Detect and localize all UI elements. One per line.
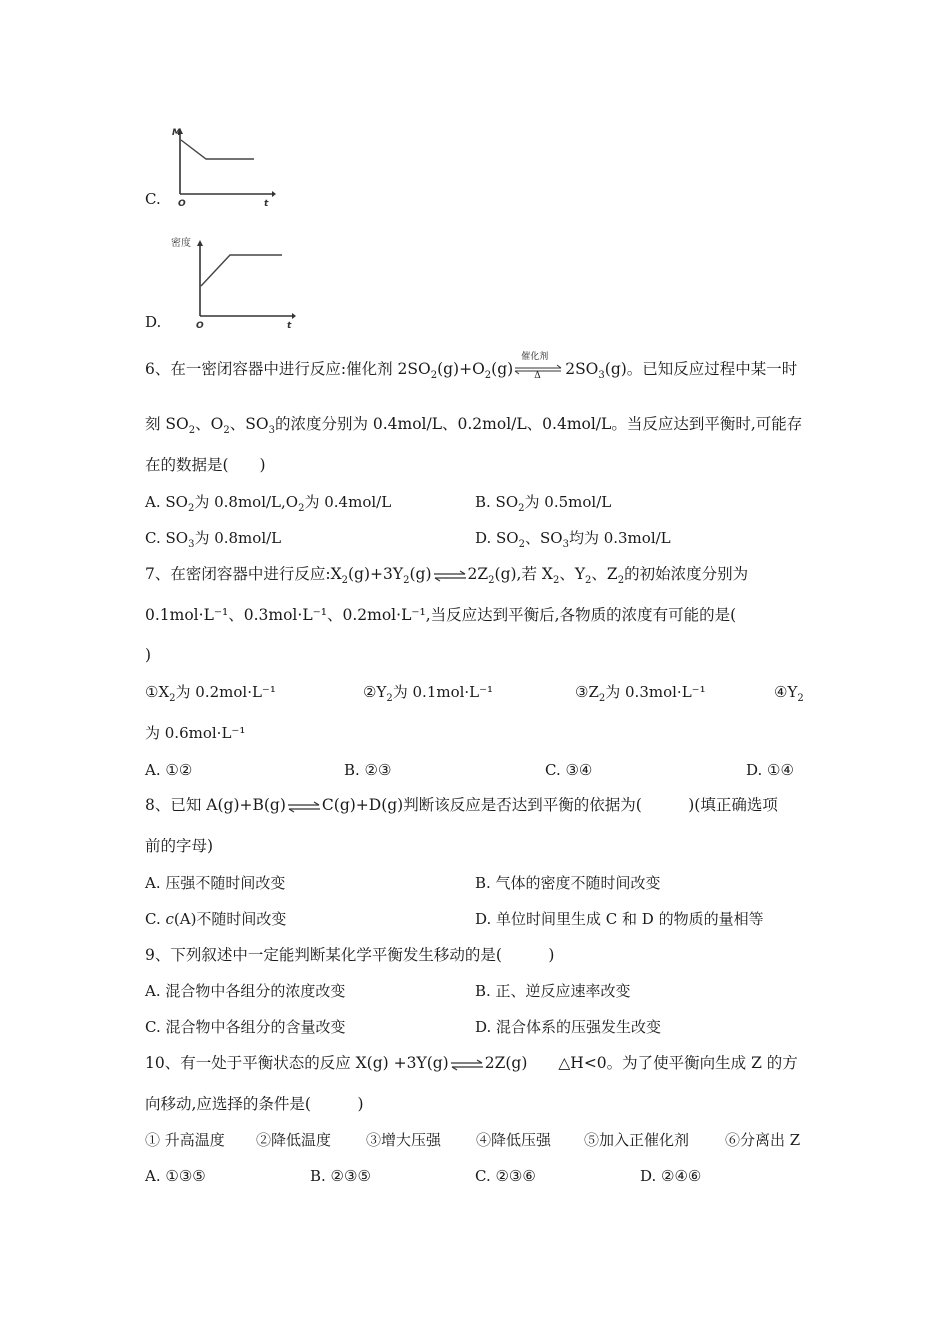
q7-choice-1: $①X_2$为 0.2mol·L⁻¹ [145,683,276,704]
q6-option-b: B. $SO_2$为 0.5mol/L [475,493,612,514]
q7-stem-line2: 0.1mol·L⁻¹、0.3mol·L⁻¹、0.2mol·L⁻¹,当反应达到平衡后,各物质的浓度有可能的是( [145,606,737,624]
q8-stem-line2: 前的字母) [145,837,214,855]
equilibrium-arrow [286,799,322,813]
equilibrium-arrow [432,568,468,582]
q10-choice-2: ②降低温度 [256,1131,332,1149]
origin-label: O [178,199,186,208]
q10-option-c: C. ②③⑥ [475,1167,536,1185]
q9-option-d: D. 混合体系的压强发生改变 [475,1018,662,1036]
q7-stem-line3: ) [145,646,152,664]
q6-stem-line3: 在的数据是( ) [145,456,266,474]
q6-option-c: C. $SO_3$为 0.8mol/L [145,529,282,550]
y-axis-label: 密度 [171,238,191,249]
q10-option-a: A. ①③⑤ [145,1167,206,1185]
option-d-label: D. [145,313,162,331]
q9-option-b: B. 正、逆反应速率改变 [475,982,631,1000]
q8-option-c: C. c(A)不随时间改变 [145,910,287,928]
q7-choice-3: $③Z_2$为 0.3mol·L⁻¹ [575,683,706,704]
q10-choice-5: ⑤加入正催化剂 [584,1131,690,1149]
y-axis-label: M [172,128,181,138]
x-axis-label: t [264,199,269,208]
y-axis-arrow [197,240,203,246]
q7-option-a: A. ①② [145,761,193,779]
q10-option-b: B. ②③⑤ [310,1167,371,1185]
q7-option-d: D. ①④ [746,761,794,779]
q9-option-a: A. 混合物中各组分的浓度改变 [145,982,346,1000]
x-axis-label: t [287,321,292,331]
x-axis-arrow [292,313,296,319]
density-curve [201,255,282,286]
q10-choice-4: ④降低压强 [476,1131,552,1149]
q7-stem-line1: 7、在密闭容器中进行反应$:X_2(g)+3Y_2(g)$ $2Z_2(g)$,若 $X_2$、$Y_2$、$Z_2$的初始浓度分别为 [145,565,749,587]
q7-option-b: B. ②③ [344,761,392,779]
q9-option-c: C. 混合物中各组分的含量改变 [145,1018,346,1036]
q10-choice-1: ① 升高温度 [145,1131,225,1149]
q8-option-d: D. 单位时间里生成 C 和 D 的物质的量相等 [475,910,764,928]
q6-option-d: D. $SO_2$、$SO_3$均为 0.3mol/L [475,529,671,550]
option-c-label: C. [145,190,161,208]
q6-option-a: A. $SO_2$为 $0.8mol/L,O_2$为 0.4mol/L [145,493,392,514]
q8-option-a: A. 压强不随时间改变 [145,874,286,892]
molar-mass-curve [181,140,254,159]
q7-choice-4: $④Y_2$ [774,683,804,704]
q6-stem-line1: 6、在一密闭容器中进行反应:催化剂 $2SO_2(g)+O_2(g)$ 催化剂 Δ $2SO_3(g)$。已知反应过程中某一时 [145,352,798,382]
q7-choice-2: $②Y_2$为 0.1mol·L⁻¹ [363,683,494,704]
q10-option-d: D. ②④⑥ [640,1167,702,1185]
origin-label: O [196,321,204,331]
q10-stem-line2: 向移动,应选择的条件是( ) [145,1095,364,1113]
q8-stem-line1: 8、已知 A(g)+B(g) C(g)+D(g)判断该反应是否达到平衡的依据为( )(填正确选项 [145,796,778,814]
q9-stem: 9、下列叙述中一定能判断某化学平衡发生移动的是( ) [145,946,555,964]
q7-option-c: C. ③④ [545,761,593,779]
catalyst-arrow: 催化剂 Δ [513,360,565,380]
equilibrium-arrow [449,1057,485,1071]
density-time-graph [168,232,298,336]
q7-choice-4-cont: 为 0.6mol·L⁻¹ [145,724,246,742]
q10-stem-line1: 10、有一处于平衡状态的反应 X(g) +3Y(g) 2Z(g) △H<0。为了使平衡向生成 Z 的方 [145,1054,798,1072]
q6-stem-line2: 刻 $SO_2$、$O_2$、$SO_3$的浓度分别为 0.4mol/L、0.2mol/L、0.4mol/L。当反应达到平衡时,可能存 [145,415,803,437]
q10-choice-6: ⑥分离出 Z [725,1131,801,1149]
q8-option-b: B. 气体的密度不随时间改变 [475,874,661,892]
molar-mass-time-graph [166,122,276,212]
q10-choice-3: ③增大压强 [366,1131,442,1149]
x-axis-arrow [272,191,276,197]
